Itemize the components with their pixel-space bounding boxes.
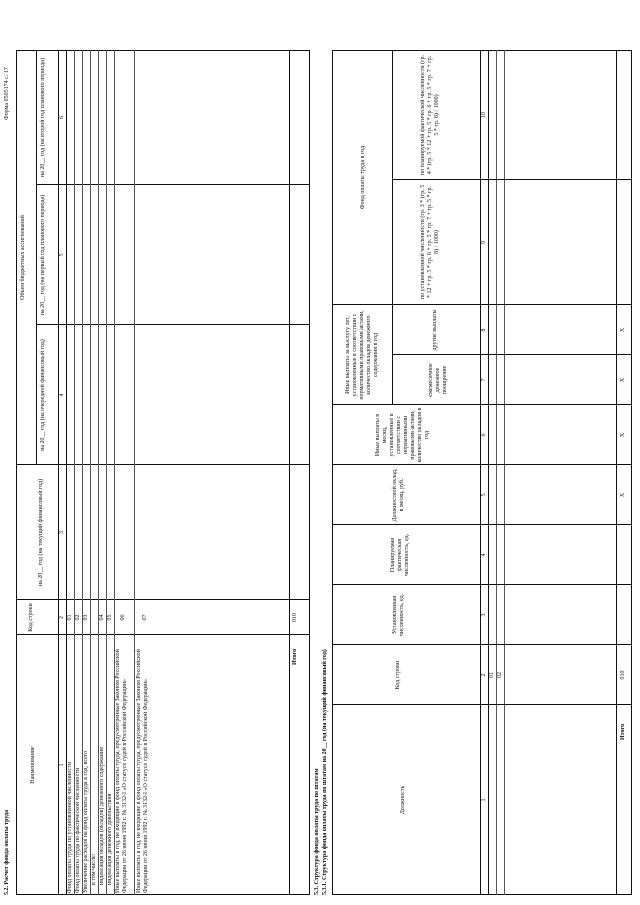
row-code-04: 04 — [99, 614, 105, 621]
h-bonus-group: Иные выплаты за выслугу лет, установленные в соответствии с нормативными правовыми актами, количество окладов денежного содержания в год — [345, 310, 379, 400]
col-6-header: на 20__ год (на второй год планового периода) — [40, 58, 46, 177]
total-label-5-3: Итого — [620, 723, 626, 740]
col-group-header: Объем бюджетных ассигнований — [20, 215, 26, 300]
h-salary: Должностной оклад, в месяц, руб. — [392, 468, 405, 522]
col-code-header: Код строки — [28, 603, 34, 632]
num-4: 4 — [59, 393, 65, 397]
n-8: 8 — [481, 328, 487, 332]
form-code: Форма 0505174 с. 17 — [4, 67, 10, 120]
h-other-payments: Иные выплаты в месяц, установленные в соответствии с нормативными правовыми актами, количество окладов в год — [375, 407, 430, 463]
num-1: 1 — [59, 763, 65, 767]
n-1: 1 — [481, 798, 487, 802]
total-label-5-2: Итого — [292, 648, 298, 665]
h-code: Код строки — [395, 660, 401, 690]
row-label-06: Иные выплаты в год, не входящие в фонд оплаты труда, предусмотренные Законом Российской Федерации от 26 июня 1992 г. № 3132-I «О статусе судей в Российской Федерации» — [115, 649, 128, 893]
h-sub-other: другие выплаты — [432, 309, 438, 351]
n-7: 7 — [481, 378, 487, 382]
h-established: Установленная численность, ед. — [392, 593, 405, 637]
h-actual: Планируемая фактическая численность, ед. — [390, 533, 410, 577]
n-5: 5 — [481, 493, 487, 497]
row-label-04: индексация окладов (окладов) денежного содержания — [99, 747, 105, 885]
h-sub-monthly: ежемесячное денежное поощрение — [428, 363, 448, 397]
row-code-53-02: 02 — [497, 672, 503, 678]
row-label-03: Увеличение расходов на фонд оплаты труда в год, всего — [83, 750, 89, 893]
section-5-2-title: 5.2. Расчет фонда оплаты труда — [4, 809, 10, 895]
n-3: 3 — [481, 613, 487, 617]
section-5-3-title: 5.3. Структура фонда оплаты труда по штатам — [314, 768, 320, 895]
col-5-header: на 20__ год (на первый год планового периода) — [40, 194, 46, 316]
n-10: 10 — [481, 112, 487, 118]
col-name-header: Наименование — [30, 746, 36, 784]
col-3-header: на 20__ год (на текущий финансовый год) — [38, 478, 44, 587]
x-mark-7: X — [620, 377, 626, 383]
row-code-05: 05 — [107, 614, 113, 621]
num-3: 3 — [59, 531, 65, 534]
h-fund-planned: по планируемой фактической численности (гр. 4 * (гр. 5 * 12 + гр. 5 * гр. 6 + гр. 5 * гр. 7 + гр. 5 * гр. 8) / 1000) — [420, 54, 440, 176]
row-code-53-01: 01 — [489, 672, 495, 678]
x-mark-5: X — [620, 492, 626, 498]
n-6: 6 — [481, 433, 487, 437]
row-code-02: 02 — [75, 614, 81, 621]
n-9: 9 — [481, 241, 487, 244]
n-4: 4 — [481, 553, 487, 557]
n-2: 2 — [481, 673, 487, 677]
h-fund-group: Фонд оплаты труда в год — [360, 145, 366, 210]
section-5-3-1-title: 5.3.1. Структура фонда оплаты труда по штатам на 20__ год (на текущий финансовый год) — [322, 649, 328, 895]
row-label-07: Иные выплаты в год, не входящие в фонд оплаты труда, предусмотренные Законом Российской Федерации от 26 июня 1992 г. № 3132-I «О статусе судей в Российской Федерации» — [136, 649, 149, 893]
col-4-header: на 20__ год (на очередной финансовый год) — [40, 339, 46, 451]
num-2: 2 — [59, 616, 65, 619]
row-label-including: в том числе: — [91, 853, 97, 885]
num-6: 6 — [59, 116, 65, 119]
num-5: 5 — [59, 253, 65, 257]
h-fund-established: по установленной численности (гр. 3 * (гр. 5 * 12 + гр. 5 * гр. 6 + гр. 5 * гр. 7 + гр. 5 * гр. 8) / 1000) — [420, 184, 440, 300]
row-code-07: 07 — [142, 614, 148, 621]
row-label-01: Фонд оплаты труда по установленной численности — [67, 762, 73, 893]
row-code-01: 01 — [67, 614, 73, 621]
total-code-5-3: 010 — [620, 670, 626, 680]
total-code-5-2: 010 — [292, 613, 298, 622]
h-position: Должность — [400, 785, 406, 815]
row-label-02: Фонд оплаты труда по фактической численности — [75, 767, 81, 893]
row-code-03: 03 — [83, 614, 89, 621]
row-label-05: индексация денежного довольствия — [107, 793, 113, 885]
x-mark-8: X — [620, 327, 626, 333]
row-code-06: 06 — [120, 614, 126, 621]
x-mark-6: X — [620, 432, 626, 438]
